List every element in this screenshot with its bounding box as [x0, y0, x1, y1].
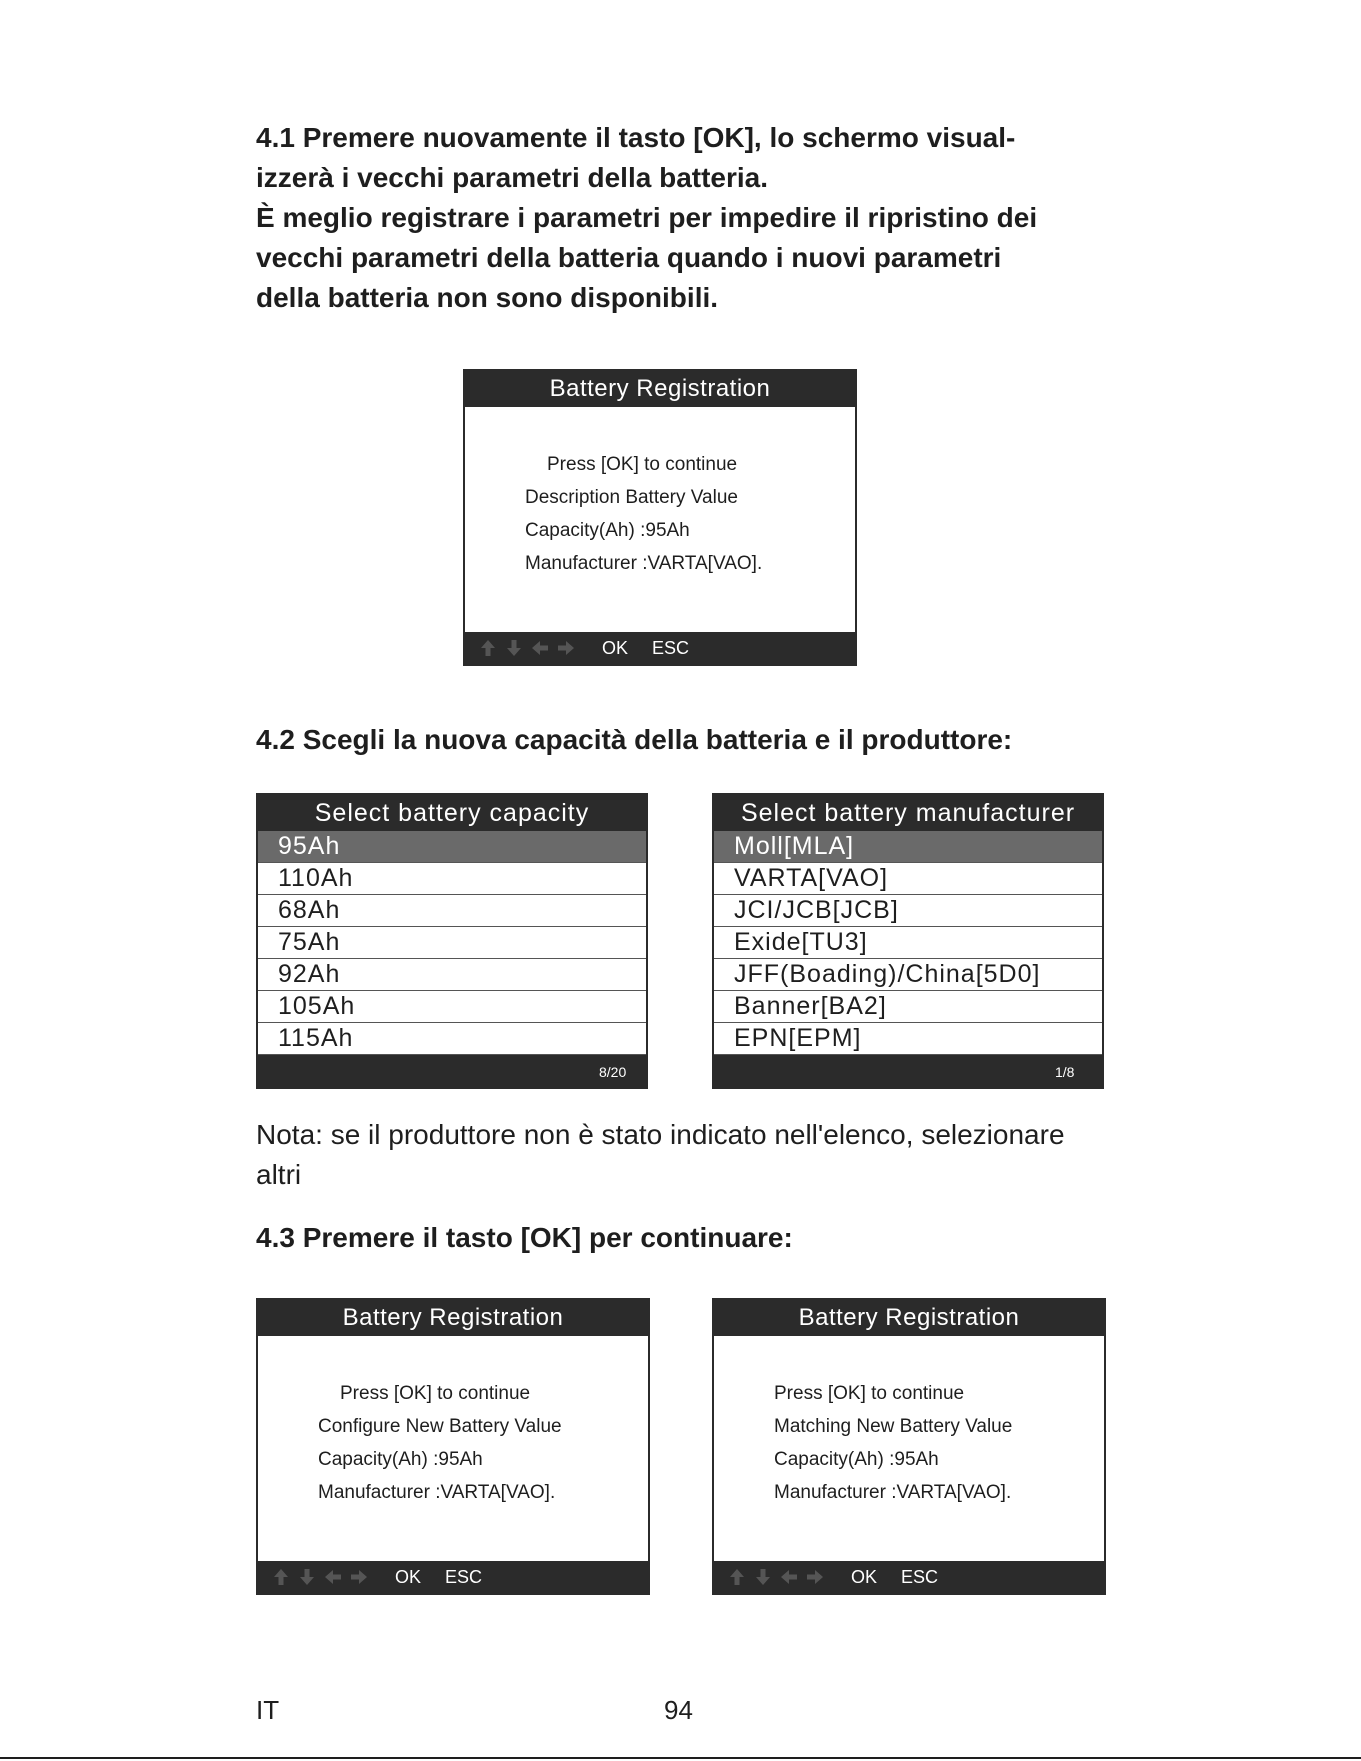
manufacturer-list-footer	[714, 1055, 1102, 1087]
section-4-3-heading: 4.3 Premere il tasto [OK] per continuare:	[256, 1222, 793, 1253]
screen-line-matching: Matching New Battery Value	[774, 1416, 1013, 1437]
screen-footer	[465, 632, 855, 664]
section-4-1-line-2: izzerà i vecchi parametri della batteria.	[256, 162, 769, 193]
section-4-1-text	[256, 118, 1116, 318]
screen-footer	[258, 1561, 648, 1593]
screen-body	[525, 448, 855, 580]
capacity-list-title: Select battery capacity	[258, 795, 646, 831]
screen-line-manufacturer: Manufacturer :VARTA[VAO].	[318, 1482, 556, 1503]
section-4-1-line-4: vecchi parametri della batteria quando i nuovi parametri	[256, 242, 1002, 273]
capacity-list-screen	[256, 793, 648, 1089]
manufacturer-list	[714, 831, 1102, 1055]
list-item[interactable]: 110Ah	[258, 863, 646, 895]
bottom-rule	[0, 1757, 1361, 1759]
screen-body	[774, 1377, 1104, 1509]
screen-line-press-ok: Press [OK] to continue	[774, 1383, 965, 1404]
list-item[interactable]: 75Ah	[258, 927, 646, 959]
list-item[interactable]: 92Ah	[258, 959, 646, 991]
section-4-1-line-5: della batteria non sono disponibili.	[256, 282, 719, 313]
arrow-right-icon	[348, 1566, 370, 1588]
screen-line-press-ok: Press [OK] to continue	[340, 1383, 531, 1404]
note-line-1: Nota: se il produttore non è stato indicato nell'elenco, selezionare	[256, 1119, 1065, 1150]
note-text	[256, 1115, 1116, 1195]
screen-body	[318, 1377, 648, 1509]
battery-registration-screen-configure	[256, 1298, 650, 1595]
list-item[interactable]: 115Ah	[258, 1023, 646, 1055]
ok-key-label: OK	[602, 638, 629, 658]
ok-key-label: OK	[851, 1567, 878, 1587]
esc-key-label: ESC	[652, 638, 690, 658]
arrow-up-icon	[477, 637, 499, 659]
screen-title: Battery Registration	[714, 1300, 1104, 1336]
battery-registration-screen-old	[463, 369, 857, 666]
screen-line-manufacturer: Manufacturer :VARTA[VAO].	[774, 1482, 1012, 1503]
screen-title: Battery Registration	[465, 371, 855, 407]
list-item[interactable]: 68Ah	[258, 895, 646, 927]
footer-language: IT	[256, 1695, 280, 1725]
screen-line-manufacturer: Manufacturer :VARTA[VAO].	[525, 553, 763, 574]
section-4-1-line-1: 4.1 Premere nuovamente il tasto [OK], lo schermo visual-	[256, 122, 1016, 153]
list-item[interactable]: EPN[EPM]	[714, 1023, 1102, 1055]
screen-line-capacity: Capacity(Ah) :95Ah	[525, 520, 690, 541]
arrow-keys	[477, 636, 577, 660]
arrow-down-icon	[296, 1566, 318, 1588]
arrow-keys	[726, 1565, 826, 1589]
arrow-left-icon	[529, 637, 551, 659]
arrow-keys	[270, 1565, 370, 1589]
screen-line-press-ok: Press [OK] to continue	[547, 454, 738, 475]
page-number: 94	[664, 1695, 693, 1725]
esc-key-label: ESC	[445, 1567, 483, 1587]
list-item[interactable]: JCI/JCB[JCB]	[714, 895, 1102, 927]
capacity-list-footer	[258, 1055, 646, 1087]
capacity-list	[258, 831, 646, 1055]
section-4-2-heading: 4.2 Scegli la nuova capacità della batteria e il produttore:	[256, 724, 1013, 755]
section-4-1-line-3: È meglio registrare i parametri per impedire il ripristino dei	[256, 202, 1038, 233]
arrow-left-icon	[778, 1566, 800, 1588]
note-line-2: altri	[256, 1159, 302, 1190]
arrow-down-icon	[752, 1566, 774, 1588]
arrow-up-icon	[726, 1566, 748, 1588]
screen-footer	[714, 1561, 1104, 1593]
manufacturer-list-screen	[712, 793, 1104, 1089]
arrow-up-icon	[270, 1566, 292, 1588]
manufacturer-list-title: Select battery manufacturer	[714, 795, 1102, 831]
list-item[interactable]: VARTA[VAO]	[714, 863, 1102, 895]
battery-registration-screen-matching	[712, 1298, 1106, 1595]
list-item[interactable]: Banner[BA2]	[714, 991, 1102, 1023]
page-indicator: 8/20	[599, 1064, 627, 1080]
screen-line-configure: Configure New Battery Value	[318, 1416, 562, 1437]
screen-line-capacity: Capacity(Ah) :95Ah	[318, 1449, 483, 1470]
arrow-right-icon	[555, 637, 577, 659]
arrow-right-icon	[804, 1566, 826, 1588]
list-item[interactable]: JFF(Boading)/China[5D0]	[714, 959, 1102, 991]
list-item[interactable]: 105Ah	[258, 991, 646, 1023]
screen-line-capacity: Capacity(Ah) :95Ah	[774, 1449, 939, 1470]
arrow-down-icon	[503, 637, 525, 659]
ok-key-label: OK	[395, 1567, 422, 1587]
arrow-left-icon	[322, 1566, 344, 1588]
page-indicator: 1/8	[1055, 1064, 1075, 1080]
list-item[interactable]: Exide[TU3]	[714, 927, 1102, 959]
list-item[interactable]: Moll[MLA]	[714, 831, 1102, 863]
esc-key-label: ESC	[901, 1567, 939, 1587]
screen-title: Battery Registration	[258, 1300, 648, 1336]
list-item[interactable]: 95Ah	[258, 831, 646, 863]
screen-line-description: Description Battery Value	[525, 487, 738, 508]
